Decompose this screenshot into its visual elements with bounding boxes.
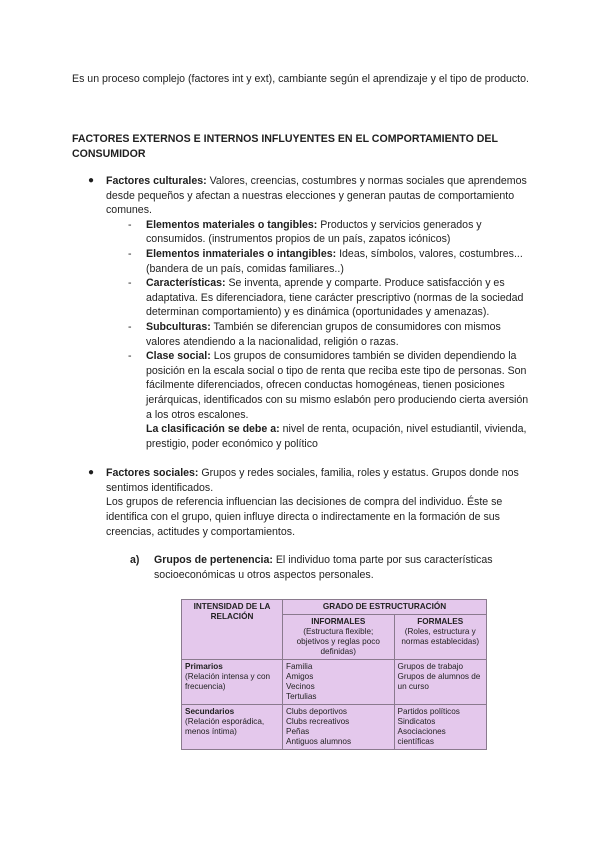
cell-primarios-formales bbox=[394, 660, 486, 705]
cell-line: científicas bbox=[397, 737, 434, 746]
row-label-secundarios bbox=[182, 705, 283, 750]
dash-icon: - bbox=[128, 247, 132, 260]
cell-line: Sindicatos bbox=[397, 717, 436, 726]
cell-line: Asociaciones bbox=[397, 727, 446, 736]
subitem-caracteristicas bbox=[106, 276, 534, 320]
informales-header bbox=[283, 615, 395, 660]
cell-line: Partidos políticos bbox=[397, 707, 460, 716]
clasificacion-line bbox=[106, 422, 534, 451]
relationship-table bbox=[181, 599, 487, 750]
cell-line: Grupos de trabajo bbox=[397, 662, 464, 671]
cell-line: Familia bbox=[286, 662, 313, 671]
grupos-pertenencia-item bbox=[72, 553, 534, 582]
cell-line: Clubs recreativos bbox=[286, 717, 350, 726]
cell-secundarios-informales bbox=[283, 705, 395, 750]
row-label-title: Primarios bbox=[185, 662, 223, 671]
informales-title: INFORMALES bbox=[311, 617, 366, 626]
informales-sub: (Estructura flexible; objetivos y reglas poco definidas) bbox=[296, 627, 380, 656]
dash-icon: - bbox=[128, 350, 132, 363]
grupos-pertenencia-text: El individuo toma parte por sus características socioeconómicas u otros aspectos personales. bbox=[154, 554, 493, 581]
subitem-clase-social bbox=[106, 349, 534, 422]
cell-line: Grupos de alumnos de un curso bbox=[397, 672, 481, 691]
cell-line: Antiguos alumnos bbox=[286, 737, 352, 746]
dash-icon: - bbox=[128, 277, 132, 290]
estructuracion-header: GRADO DE ESTRUCTURACIÓN bbox=[283, 600, 487, 615]
dash-icon: - bbox=[128, 320, 132, 333]
formales-title: FORMALES bbox=[417, 617, 464, 626]
table-row bbox=[182, 660, 487, 705]
subitem-text: Ideas, símbolos, valores, costumbres... (bandera de un país, comidas familiares..) bbox=[146, 247, 523, 275]
intensidad-header: INTENSIDAD DE LA RELACIÓN bbox=[182, 600, 283, 660]
dash-icon: - bbox=[128, 218, 132, 231]
factors-list bbox=[72, 174, 534, 582]
cell-line: Vecinos bbox=[286, 682, 315, 691]
section-heading: FACTORES EXTERNOS E INTERNOS INFLUYENTES EN EL COMPORTAMIENTO DEL CONSUMIDOR bbox=[72, 133, 498, 160]
grupos-pertenencia-title: Grupos de pertenencia: bbox=[154, 554, 273, 567]
cell-primarios-informales bbox=[283, 660, 395, 705]
sociales-paragraph: Los grupos de referencia influencian las decisiones de compra del individuo. Éste se identifica con el grupo, quien influye directa o indirectamente en la formación de sus creencias, actitudes y comportamientos. bbox=[106, 496, 503, 538]
subitem-title: Elementos materiales o tangibles: bbox=[146, 218, 318, 231]
culturales-text: Valores, creencias, costumbres y normas sociales que aprendemos desde pequeños y afectan a nuestras elecciones y generan pautas de comportamiento comunes. bbox=[106, 175, 527, 217]
table-row bbox=[182, 705, 487, 750]
row-label-title: Secundarios bbox=[185, 707, 235, 716]
cell-secundarios-formales bbox=[394, 705, 486, 750]
subitem-inmateriales bbox=[106, 247, 534, 276]
sociales-text: Grupos y redes sociales, familia, roles y estatus. Grupos donde nos sentimos identificados. bbox=[106, 467, 519, 494]
culturales-title: Factores culturales: bbox=[106, 175, 207, 187]
bullet-dot-icon: ● bbox=[88, 467, 95, 479]
subitem-text: Productos y servicios generados y consumidos. (instrumentos propios de un país, zapatos icónicos) bbox=[146, 218, 482, 246]
clasificacion-title: La clasificación se debe a: bbox=[146, 423, 280, 436]
list-label-a: a) bbox=[130, 554, 140, 567]
cell-line: Peñas bbox=[286, 727, 310, 736]
bullet-factores-sociales bbox=[72, 466, 534, 539]
sociales-title: Factores sociales: bbox=[106, 467, 199, 480]
row-label-sub: (Relación esporádica, menos íntima) bbox=[185, 717, 265, 736]
bullet-dot-icon: ● bbox=[88, 175, 95, 186]
cell-line: Clubs deportivos bbox=[286, 707, 347, 716]
formales-sub: (Roles, estructura y normas establecidas) bbox=[401, 627, 480, 646]
subitem-text: También se diferencian grupos de consumidores con mismos valores atendiendo a la nacionalidad, religión o razas. bbox=[146, 320, 501, 348]
intro-paragraph: Es un proceso complejo (factores int y ext), cambiante según el aprendizaje y el tipo de producto. bbox=[72, 73, 529, 85]
subitem-subculturas bbox=[106, 320, 534, 349]
subitem-title: Características: bbox=[146, 277, 226, 290]
bullet-factores-culturales bbox=[72, 174, 534, 451]
formales-header bbox=[394, 615, 486, 660]
cell-line: Amigos bbox=[286, 672, 314, 681]
subitem-title: Clase social: bbox=[146, 350, 211, 363]
subitem-title: Elementos inmateriales o intangibles: bbox=[146, 247, 337, 260]
culturales-subitems bbox=[106, 218, 534, 452]
cell-line: Tertulias bbox=[286, 692, 317, 701]
row-label-primarios bbox=[182, 660, 283, 705]
clasificacion-text: nivel de renta, ocupación, nivel estudiantil, vivienda, prestigio, poder económico y político bbox=[146, 423, 527, 450]
row-label-sub: (Relación intensa y con frecuencia) bbox=[185, 672, 271, 691]
table-header-row bbox=[182, 600, 487, 615]
subitem-text: Se inventa, aprende y comparte. Produce satisfacción y es adaptativa. Es diferenciadora, tiene carácter prescriptivo (normas de la sociedad determinan comportamiento) y es dinámica (oportunidades y amenazas). bbox=[146, 277, 524, 319]
subitem-title: Subculturas: bbox=[146, 320, 211, 333]
subitem-materiales bbox=[106, 218, 534, 247]
subitem-text: Los grupos de consumidores también se dividen dependiendo la posición en la escala social o tipo de renta que reciba este tipo de personas. Son fácilmente diferenciados, ofrecen conductas homogéneas, tienen posiciones jerárquicas, identificados con su mismo eslabón pero produciendo cierta aversión a los otros escalones. bbox=[146, 350, 529, 421]
